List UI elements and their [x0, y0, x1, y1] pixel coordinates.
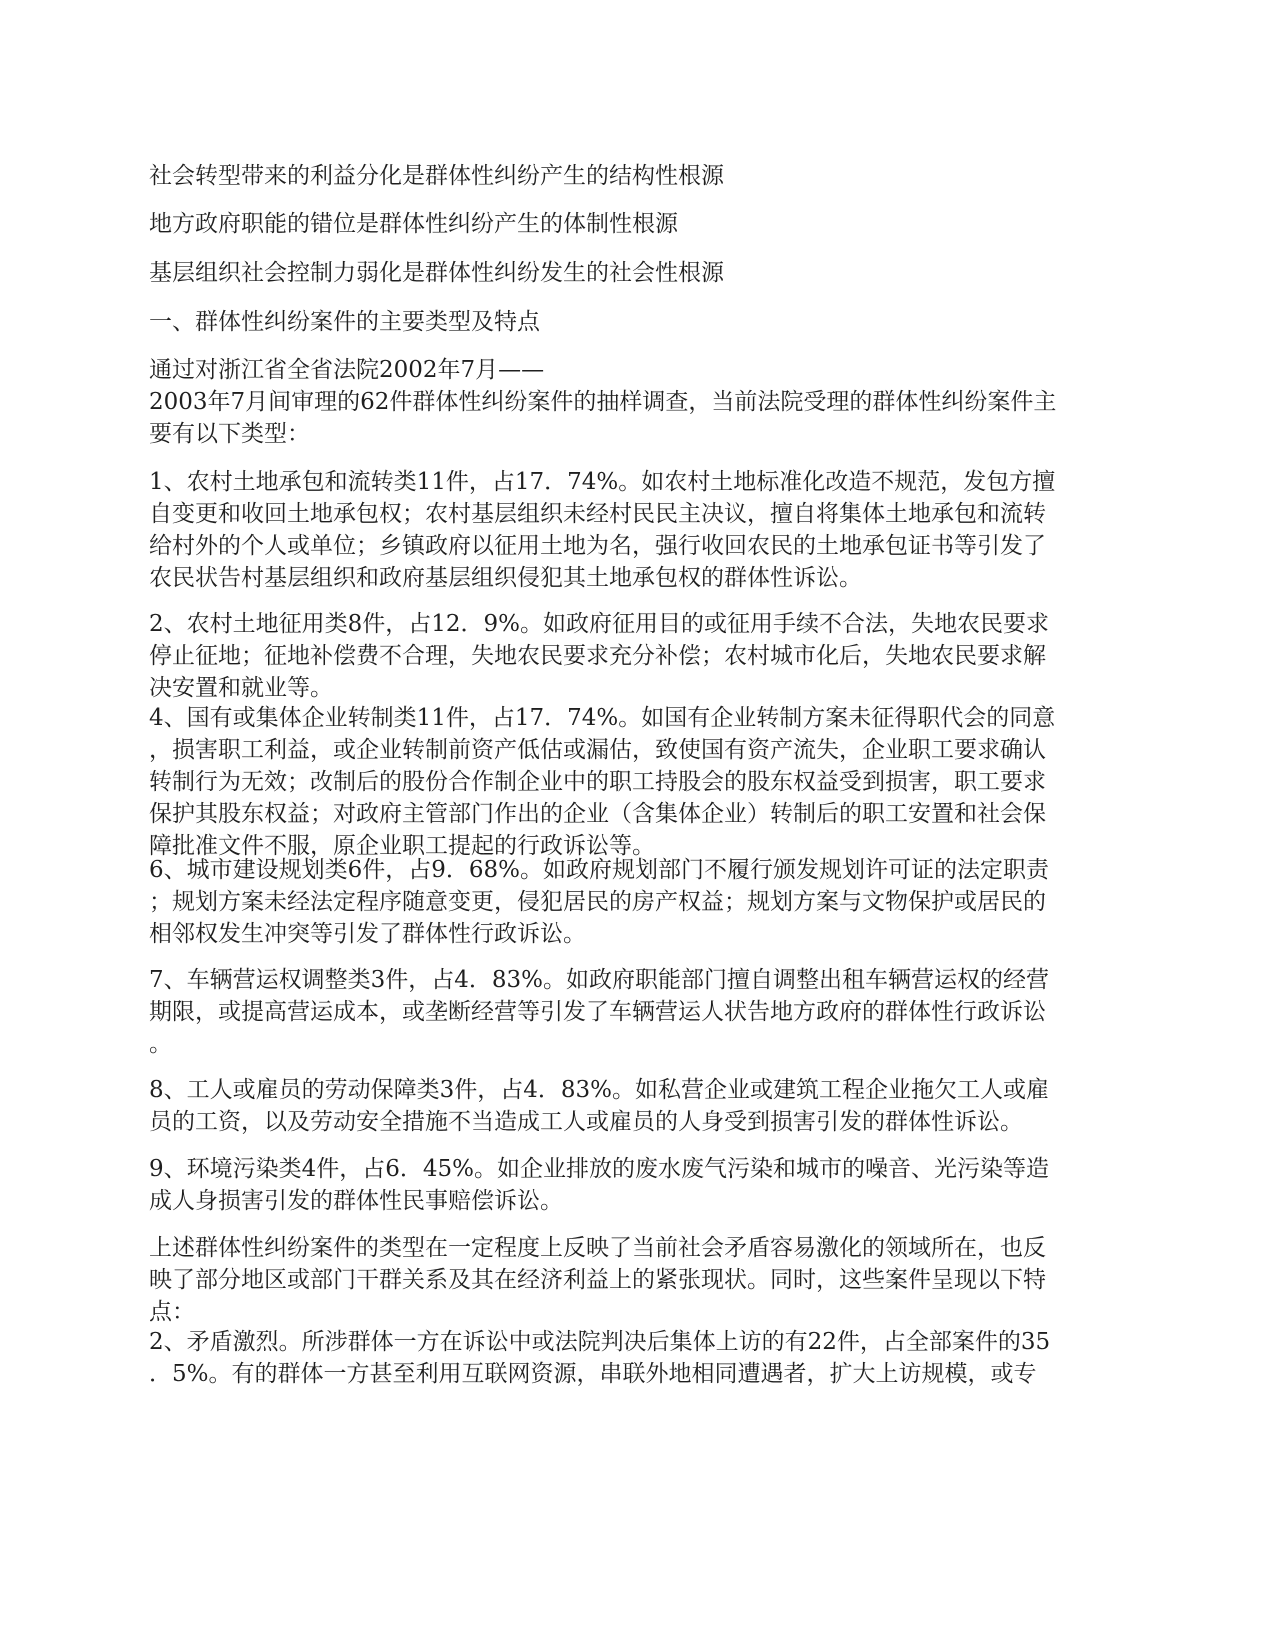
paragraph-summary-features: 上述群体性纠纷案件的类型在一定程度上反映了当前社会矛盾容易激化的领域所在，也反 映了部分地区或部门干群关系及其在经济利益上的紧张现状。同时，这些案件呈现以下特 点：: [149, 1235, 1046, 1325]
paragraph-feature-2-conflict: 2、矛盾激烈。所涉群体一方在诉讼中或法院判决后集体上访的有22件，占全部案件的35 ．5%。有的群体一方甚至利用互联网资源，串联外地相同遭遇者，扩大上访规模，或专: [149, 1329, 1051, 1387]
paragraph-type-1-land-contract: 1、农村土地承包和流转类11件，占17．74%。如农村土地标准化改造不规范，发包方擅 自变更和收回土地承包权；农村基层组织未经村民民主决议，擅自将集体土地承包和流转 给村外的个人或单位；乡镇政府以征用土地为名，强行收回农民的土地承包证书等引发了 农民状告村基层组织和政府基层组织侵犯其土地承包权的群体性诉讼。: [149, 469, 1056, 591]
paragraph-type-4-enterprise-reform: 4、国有或集体企业转制类11件，占17．74%。如国有企业转制方案未征得职代会的同意 ，损害职工利益，或企业转制前资产低估或漏估，致使国有资产流失，企业职工要求确认 转制行为无效；改制后的股份合作制企业中的职工持股会的股东权益受到损害，职工要求 保护其股东权益；对政府主管部门作出的企业（含集体企业）转制后的职工安置和社会保 障批准文件不服，原企业职工提起的行政诉讼等。: [149, 705, 1056, 859]
paragraph-type-6-urban-planning: 6、城市建设规划类6件，占9．68%。如政府规划部门不履行颁发规划许可证的法定职责 ；规划方案未经法定程序随意变更，侵犯居民的房产权益；规划方案与文物保护或居民的 相邻权发生冲突等引发了群体性行政诉讼。: [149, 857, 1050, 947]
section-heading-types: 一、群体性纠纷案件的主要类型及特点: [149, 309, 540, 335]
heading-social-root: 基层组织社会控制力弱化是群体性纠纷发生的社会性根源: [149, 260, 724, 286]
paragraph-type-8-labor-protection: 8、工人或雇员的劳动保障类3件，占4．83%。如私营企业或建筑工程企业拖欠工人或雇 员的工资，以及劳动安全措施不当造成工人或雇员的人身受到损害引发的群体性诉讼。: [149, 1077, 1050, 1135]
heading-structural-root: 社会转型带来的利益分化是群体性纠纷产生的结构性根源: [149, 163, 724, 189]
heading-institutional-root: 地方政府职能的错位是群体性纠纷产生的体制性根源: [149, 211, 678, 237]
paragraph-type-7-vehicle-operation: 7、车辆营运权调整类3件，占4．83%。如政府职能部门擅自调整出租车辆营运权的经营 期限，或提高营运成本，或垄断经营等引发了车辆营运人状告地方政府的群体性行政诉讼 。: [149, 967, 1050, 1057]
paragraph-type-2-land-requisition: 2、农村土地征用类8件，占12．9%。如政府征用目的或征用手续不合法，失地农民要求 停止征地；征地补偿费不合理，失地农民要求充分补偿；农村城市化后，失地农民要求解 决安置和就业等。: [149, 611, 1050, 701]
paragraph-type-9-environment: 9、环境污染类4件，占6．45%。如企业排放的废水废气污染和城市的噪音、光污染等造 成人身损害引发的群体性民事赔偿诉讼。: [149, 1156, 1050, 1214]
paragraph-survey-intro: 通过对浙江省全省法院2002年7月—— 2003年7月间审理的62件群体性纠纷案件的抽样调查，当前法院受理的群体性纠纷案件主 要有以下类型：: [149, 357, 1057, 447]
